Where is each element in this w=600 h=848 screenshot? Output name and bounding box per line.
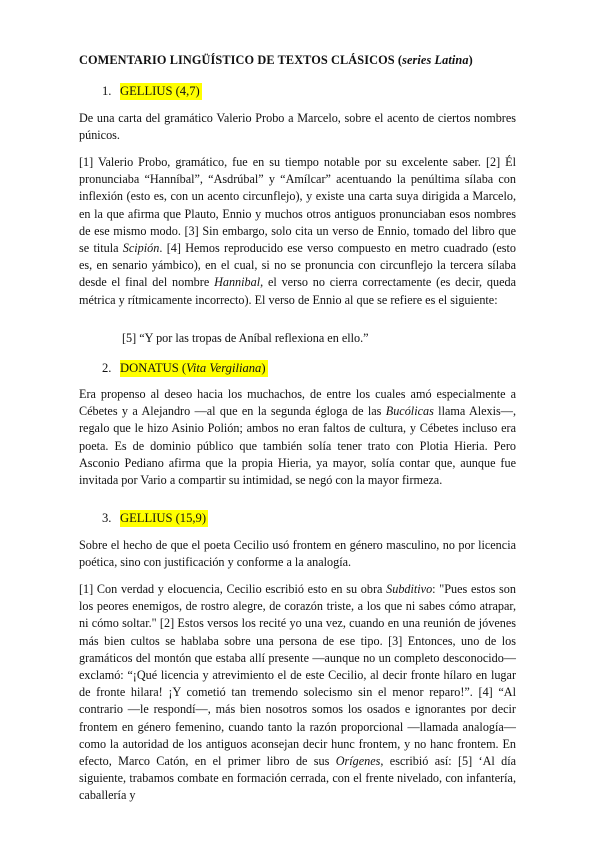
section-title-highlighted: DONATUS (Vita Vergiliana)	[120, 361, 266, 375]
section-number: 3.	[102, 511, 112, 525]
section-number: 2.	[102, 361, 112, 375]
work-title-italic: Scipión	[122, 241, 160, 256]
section-1-body: [1] Valerio Probo, gramático, fue en su tiempo notable por su excelente saber. [2] Él pronunciaba “Hanníbal”, “Asdrúbal” y “Amílcar” acentuando la penúltima sílaba con inflexión (esto es, con un acento circunflejo), y existe una carta suya dirigida a Marcelo, en la que afirma que Plauto, Ennio y muchos otros antiguos pronunciaban esos nombres de ese mismo modo. [3] Sin embargo, solo cita un verso de Ennio, tomado del libro que se titula Scipión. [4] Hemos reproducido ese verso compuesto en metro cuadrado (esto es, en senario yámbico), en el cual, si no se pronuncia con circunflejo la tercera sílaba desde el final del nombre Hannibal, el verso no cierra correctamente (es decir, queda métrica y rítmicamente incorrecto). El verso de Ennio al que se refiere es el siguiente:	[79, 155, 517, 307]
section-number: 1.	[102, 84, 112, 98]
name-italic: Hannibal	[214, 275, 261, 290]
work-title-italic: Bucólicas	[385, 404, 434, 419]
section-heading-1	[102, 82, 202, 100]
document-title	[79, 53, 519, 68]
section-title-highlighted: GELLIUS (4,7)	[120, 84, 200, 98]
section-title-highlighted: GELLIUS (15,9)	[120, 511, 207, 525]
title-text: COMENTARIO LINGÜÍSTICO DE TEXTOS CLÁSICOS (	[79, 53, 403, 67]
section-3-intro: Sobre el hecho de que el poeta Cecilio usó frontem en género masculino, no por licencia poética, sino con justificación y conforme a la analogía.	[79, 538, 516, 570]
title-italic: series Latina	[402, 53, 469, 67]
title-close: )	[468, 53, 473, 67]
section-1-intro: De una carta del gramático Valerio Probo a Marcelo, sobre el acento de ciertos nombres púnicos.	[79, 111, 516, 143]
section-3-body: [1] Con verdad y elocuencia, Cecilio escribió esto en su obra Subditivo: "Pues estos son los peores enemigos, de rostro alegre, de corazón triste, a los que ni sabes cómo atrapar, ni cómo soltar." [2] Estos versos los recité yo una vez, cuando en una reunión de jóvenes más bien cultos se hablaba sobre una persona de ese tipo. [3] Entonces, uno de los gramáticos del montón que estaba allí presente —aunque no un completo desconocido— exclamó: “¡Qué licencia y atrevimiento el de este Cecilio, al decir fronte hílaro en lugar de fronte hilara! ¡Y cometió tan tremendo solecismo sin el menor reparo!”. [4] “Al contrario —le respondí—, más bien nosotros somos los osados e ignorantes por decir frontem en género femenino, cuando tanto la razón proporcional —llamada analogía— como la autoridad de los antiguos aconsejan decir hunc frontem, y no hanc frontem. En efecto, Marco Catón, en el primer libro de sus Orígenes, escribió así: [5] ‘Al día siguiente, trabamos combate en formación cerrada, con el frente nivelado, con infantería, caballería y	[79, 582, 516, 803]
section-2-body: Era propenso al deseo hacia los muchachos, de entre los cuales amó especialmente a Cébetes y a Alejandro —al que en la segunda égloga de las Bucólicas llama Alexis—, regalo que le hizo Asinio Polión; ambos no eran faltos de cultura, y Cébetes incluso era poeta. Es de dominio público que también solía tener trato con Plotia Hieria. Pero Asconio Pediano afirma que la propia Hieria, ya mayor, solía contar que, aunque fue invitada por Vario a compartir su intimidad, se negó con la mayor firmeza.	[79, 387, 516, 488]
work-title-italic: Orígenes	[335, 754, 381, 769]
section-heading-2	[102, 359, 268, 377]
section-1-quote: [5] “Y por las tropas de Aníbal reflexiona en ello.”	[122, 331, 369, 345]
work-title-italic: Subditivo	[386, 582, 433, 596]
section-heading-3	[102, 509, 208, 527]
